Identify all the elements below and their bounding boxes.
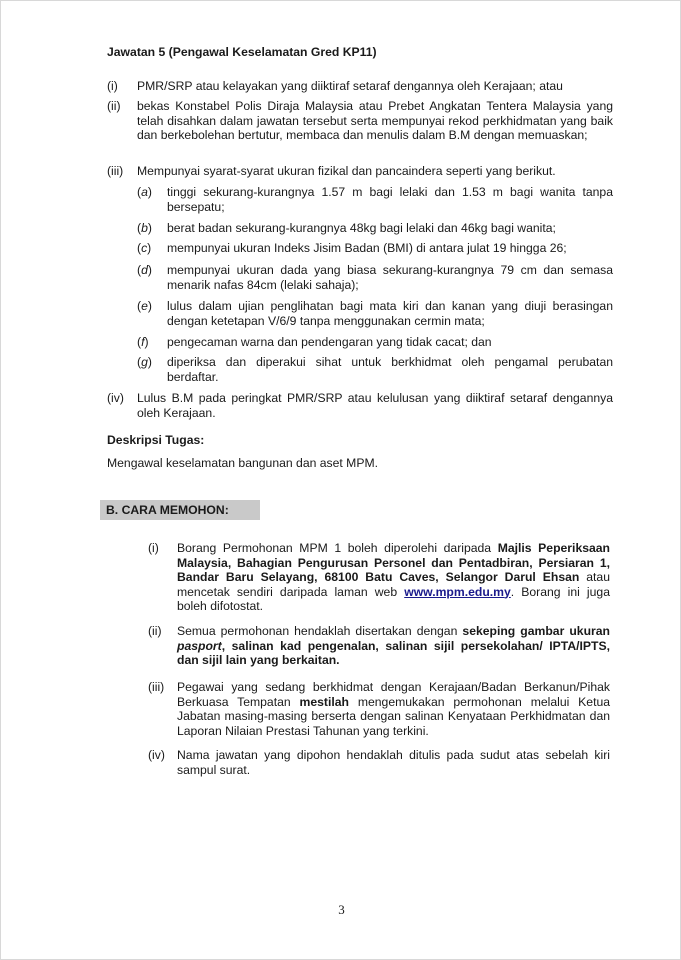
physical-text: mempunyai ukuran dada yang biasa sekurang-kurangnya 79 cm dan semasa menarik nafas 84cm (lelaki sahaja);	[167, 263, 613, 292]
physical-text: berat badan sekurang-kurangnya 48kg bagi lelaki dan 46kg bagi wanita;	[167, 221, 556, 235]
req-num: (i)	[107, 79, 118, 93]
physical-text: mempunyai ukuran Indeks Jisim Badan (BMI) di antara julat 19 hingga 26;	[167, 241, 567, 255]
physical-text: pengecaman warna dan pendengaran yang tidak cacat; dan	[167, 335, 492, 349]
duties-text: Mengawal keselamatan bangunan dan aset MPM.	[107, 456, 378, 470]
apply-num: (i)	[148, 541, 159, 555]
req-text: bekas Konstabel Polis Diraja Malaysia atau Prebet Angkatan Tentera Malaysia yang telah disahkan dalam jawatan tersebut serta mempunyai rekod perkhidmatan yang baik dan berkebolehan bertutur, membaca dan menulis dalam B.M dengan memuaskan;	[137, 99, 613, 142]
physical-letter: (a)	[137, 185, 152, 199]
apply-num: (iii)	[148, 680, 165, 694]
duties-heading: Deskripsi Tugas:	[107, 433, 205, 447]
req-num: (iv)	[107, 391, 124, 405]
physical-letter: (b)	[137, 221, 152, 235]
job-title: Jawatan 5 (Pengawal Keselamatan Gred KP11)	[107, 45, 377, 59]
physical-letter: (e)	[137, 299, 152, 313]
physical-letter: (d)	[137, 263, 152, 277]
physical-text: tinggi sekurang-kurangnya 1.57 m bagi lelaki dan 1.53 m bagi wanita tanpa bersepatu;	[167, 185, 613, 214]
physical-text: lulus dalam ujian penglihatan bagi mata kiri dan kanan yang diuji berasingan dengan ketetapan V/6/9 tanpa menggunakan cermin mata;	[167, 299, 613, 328]
physical-text: diperiksa dan diperakui sihat untuk berkhidmat oleh pengamal perubatan berdaftar.	[167, 355, 613, 384]
req-text: Lulus B.M pada peringkat PMR/SRP atau kelulusan yang diiktiraf setaraf dengannya oleh Kerajaan.	[137, 391, 613, 420]
apply-num: (ii)	[148, 624, 162, 638]
apply-item-text: Nama jawatan yang dipohon hendaklah ditulis pada sudut atas sebelah kiri sampul surat.	[177, 748, 610, 777]
website-link[interactable]: www.mpm.edu.my	[404, 584, 511, 599]
req-text: PMR/SRP atau kelayakan yang diiktiraf setaraf dengannya oleh Kerajaan; atau	[137, 79, 563, 93]
req-num: (iii)	[107, 164, 124, 178]
section-b-heading: B. CARA MEMOHON:	[100, 500, 260, 520]
apply-item-text: Pegawai yang sedang berkhidmat dengan Kerajaan/Badan Berkanun/Pihak Berkuasa Tempatan mestilah mengemukakan permohonan melalui Ketua Jabatan masing-masing berserta dengan salinan Kenyataan Perkhidmatan dan Laporan Nilaian Prestasi Tahunan yang terkini.	[177, 680, 611, 738]
page-number: 3	[338, 902, 345, 917]
physical-letter: (g)	[137, 355, 152, 369]
req-text: Mempunyai syarat-syarat ukuran fizikal dan pancaindera seperti yang berikut.	[137, 164, 556, 178]
req-num: (ii)	[107, 99, 121, 113]
apply-num: (iv)	[148, 748, 165, 762]
apply-item-text: Borang Permohonan MPM 1 boleh diperolehi daripada Majlis Peperiksaan Malaysia, Bahagian Pengurusan Personel dan Pentadbiran, Persiaran 1, Bandar Baru Selayang, 68100 Batu Caves, Selangor Darul Ehsan atau mencetak sendiri daripada laman web www.mpm.edu.my. Borang ini juga boleh difotostat.	[177, 541, 610, 613]
physical-letter: (c)	[137, 241, 152, 255]
physical-letter: (f)	[137, 335, 149, 349]
apply-item-text: Semua permohonan hendaklah disertakan dengan sekeping gambar ukuran pasport, salinan kad pengenalan, salinan sijil persekolahan/ IPTA/IPTS, dan sijil lain yang berkaitan.	[177, 624, 610, 667]
